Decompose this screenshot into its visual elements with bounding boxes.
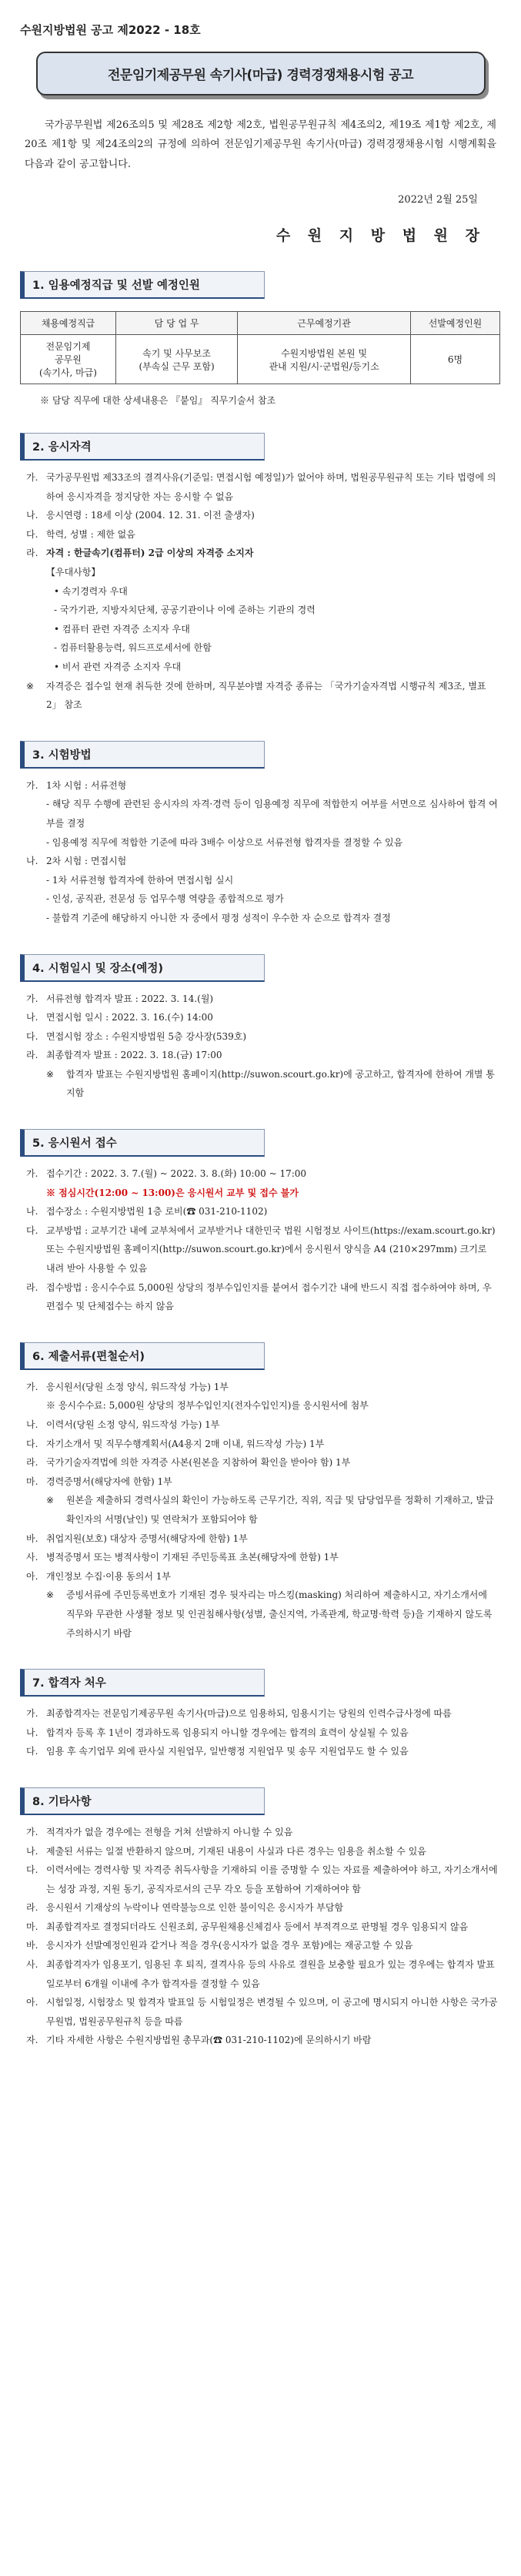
item-text: 최종합격자는 전문임기제공무원 속기사(마급)으로 임용하되, 임용시기는 당원의 인력수급사정에 따름 <box>46 1708 452 1720</box>
item-marker: 다. <box>26 1438 38 1449</box>
list-item <box>26 889 498 909</box>
item-text: 자격 : 한글속기(컴퓨터) 2급 이상의 자격증 소지자 <box>46 548 254 559</box>
item-text: 접수기간 : 2022. 3. 7.(월) ~ 2022. 3. 8.(화) 10:00 ~ 17:00 <box>46 1168 307 1180</box>
item-text: 기타 자세한 사항은 수원지방법원 총무과(☎ 031-210-1102)에 문의하시기 바람 <box>46 2035 372 2046</box>
item-marker: 가. <box>26 472 38 484</box>
item-marker: 가. <box>26 1168 38 1180</box>
list-item <box>26 1046 498 1065</box>
item-text: 개인정보 수집·이용 동의서 1부 <box>46 1570 171 1582</box>
section-6 <box>20 1342 501 1643</box>
item-text: - 임용예정 직무에 적합한 기준에 따라 3배수 이상으로 서류전형 합격자를 결정할 수 있음 <box>46 836 403 848</box>
item-text: 적격자가 없을 경우에는 전형을 거쳐 선발하지 아니할 수 있음 <box>46 1826 293 1837</box>
item-text: 합격자 등록 후 1년이 경과하도록 임용되지 아니할 경우에는 합격의 효력이 상실될 수 있음 <box>46 1727 409 1738</box>
item-text: 교부방법 : 교부기간 내에 교부처에서 교부받거나 대한민국 법원 시험정보 사이트(https://exam.scourt.go.kr) 또는 수원지방법원 홈페이지(http://suwon.scourt.go.kr)에서 응시원서 양식을 A4 (210×297mm) 크기로 내려 받아 사용할 수 있음 <box>46 1224 496 1275</box>
item-marker: 나. <box>26 856 38 867</box>
notice-number: 수원지방법원 공고 제2022 - 18호 <box>20 23 201 37</box>
section-heading: 8. 기타사항 <box>20 1787 265 1815</box>
list-item <box>26 1435 498 1454</box>
list-item <box>26 1184 498 1203</box>
item-marker: 나. <box>26 510 38 521</box>
notice-date: 2022년 2월 25일 <box>398 194 478 206</box>
item-marker: ※ <box>46 1589 55 1601</box>
item-marker: ※ <box>46 1495 55 1506</box>
section-heading: 2. 응시자격 <box>20 433 265 461</box>
item-marker: 아. <box>26 1570 38 1582</box>
item-marker: 사. <box>26 1959 38 1971</box>
table-header-row <box>21 312 500 335</box>
list-item <box>26 677 498 715</box>
item-text: • 속기경력자 우대 <box>54 585 128 597</box>
table-header-cell: 담 당 업 무 <box>115 312 237 335</box>
section-body <box>26 1823 498 2050</box>
item-text: 합격자 발표는 수원지방법원 홈페이지(http://suwon.scourt.go.kr)에 공고하고, 합격자에 한하여 개별 통지함 <box>66 1068 495 1099</box>
list-item <box>26 582 498 601</box>
list-item <box>26 1742 498 1761</box>
item-marker: 다. <box>26 1224 38 1236</box>
list-item <box>26 1529 498 1549</box>
item-marker: 가. <box>26 1708 38 1720</box>
list-item <box>26 638 498 658</box>
list-item <box>26 525 498 544</box>
item-text: 최종합격자 발표 : 2022. 3. 18.(금) 17:00 <box>46 1050 222 1061</box>
list-item <box>26 1548 498 1567</box>
item-marker: 가. <box>26 1826 38 1837</box>
list-item <box>26 795 498 832</box>
item-marker: 라. <box>26 1457 38 1469</box>
item-marker: 다. <box>26 1864 38 1876</box>
list-item <box>26 1823 498 1842</box>
list-item <box>26 1164 498 1184</box>
table-header-cell: 선발예정인원 <box>410 312 499 335</box>
cell-line: 전문임기제 <box>45 341 91 353</box>
item-text: 응시원서 기재상의 누락이나 연락불능으로 인한 불이익은 응시자가 부담함 <box>46 1902 344 1914</box>
cell-line: (부속실 근무 포함) <box>139 360 215 372</box>
list-item <box>26 544 498 563</box>
list-item <box>26 1955 498 1993</box>
duty-cell <box>115 335 237 384</box>
item-marker: ※ <box>46 1068 55 1080</box>
table-note: ※ 담당 직무에 대한 상세내용은 『붙임』 직무기술서 참조 <box>40 395 276 407</box>
list-item <box>26 1278 498 1316</box>
item-text: 임용 후 속기업무 외에 판사실 지원업무, 일반행정 지원업무 및 송무 지원업무도 할 수 있음 <box>46 1746 409 1757</box>
positions-table <box>20 311 500 384</box>
item-text: 병적증명서 또는 병적사항이 기재된 주민등록표 초본(해당자에 한함) 1부 <box>46 1552 339 1563</box>
item-text: ※ 응시수수료: 5,000원 상당의 정부수입인지(전자수입인지)를 응시원서에 첨부 <box>46 1400 369 1412</box>
item-marker: 라. <box>26 1902 38 1914</box>
list-item <box>26 658 498 677</box>
list-item <box>26 1704 498 1723</box>
court-signature: 수 원 지 방 법 원 장 <box>276 227 486 245</box>
item-text: • 컴퓨터 관련 자격증 소지자 우대 <box>54 623 190 635</box>
item-marker: 가. <box>26 779 38 791</box>
section-body <box>26 1704 498 1761</box>
item-text: 학력, 성별 : 제한 없음 <box>46 528 135 540</box>
list-item <box>26 1027 498 1047</box>
section-heading: 3. 시험방법 <box>20 741 265 769</box>
list-item <box>26 1396 498 1415</box>
item-text: 국가공무원법 제33조의 결격사유(기준일: 면접시험 예정일)가 없어야 하며, 법원공무원규칙 또는 기타 법령에 의하여 응시자격을 정지당한 자는 응시할 수 없음 <box>46 472 496 502</box>
notice-sections <box>20 433 501 2050</box>
item-text: 시험일정, 시험장소 및 합격자 발표일 등 시험일정은 변경될 수 있으며, 이 공고에 명시되지 아니한 사항은 국가공무원법, 법원공무원규칙 등을 따름 <box>46 1997 498 2027</box>
list-item <box>26 506 498 525</box>
section-8 <box>20 1787 501 2050</box>
section-heading: 4. 시험일시 및 장소(예정) <box>20 954 265 982</box>
list-item <box>26 1491 498 1529</box>
section-body <box>26 1164 498 1316</box>
list-item <box>26 1936 498 1955</box>
item-marker: ※ <box>26 680 35 692</box>
cell-line: (속기사, 마급) <box>39 367 97 379</box>
list-item <box>26 1723 498 1743</box>
item-text: 접수방법 : 응시수수료 5,000원 상당의 정부수입인지를 붙여서 접수기간 내에 반드시 직접 접수하여야 하며, 우편접수 및 단체접수는 하지 않음 <box>46 1281 492 1312</box>
section-body <box>26 776 498 928</box>
list-item <box>26 601 498 620</box>
list-item <box>26 852 498 871</box>
item-text: • 비서 관련 자격증 소지자 우대 <box>54 661 182 672</box>
cell-line: 관내 지원/시·군법원/등기소 <box>269 360 379 372</box>
section-heading: 7. 합격자 처우 <box>20 1669 265 1697</box>
item-text: - 컴퓨터활용능력, 워드프로세서에 한함 <box>54 642 212 654</box>
item-text: 접수장소 : 수원지방법원 1층 로비(☎ 031-210-1102) <box>46 1206 268 1218</box>
list-item <box>26 1842 498 1861</box>
section-heading: 1. 임용예정직급 및 선발 예정인원 <box>20 271 265 299</box>
item-text: 응시자가 선발예정인원과 같거나 적을 경우(응시자가 없을 경우 포함)에는 재공고할 수 있음 <box>46 1940 413 1951</box>
section-4 <box>20 954 501 1104</box>
list-item <box>26 1065 498 1103</box>
item-text: 최종합격자로 결정되더라도 신원조회, 공무원채용신체검사 등에서 부적격으로 판명될 경우 임용되지 않음 <box>46 1921 469 1932</box>
table-header-cell: 채용예정직급 <box>21 312 116 335</box>
item-marker: 사. <box>26 1552 38 1563</box>
item-text: 이력서에는 경력사항 및 자격증 취득사항을 기재하되 이를 증명할 수 있는 자료를 제출하여야 하고, 자기소개서에는 성장 과정, 지원 동기, 공직자로서의 근무 각오 등을 포함하여 기재하여야 함 <box>46 1864 498 1894</box>
item-marker: 나. <box>26 1845 38 1857</box>
item-text: 최종합격자가 임용포기, 임용된 후 퇴직, 결격사유 등의 사유로 결원을 보충할 필요가 있는 경우에는 합격자 발표일로부터 6개월 이내에 추가 합격자를 결정할 수 있음 <box>46 1959 495 1989</box>
item-text: 서류전형 합격자 발표 : 2022. 3. 14.(월) <box>46 993 214 1004</box>
section-5 <box>20 1129 501 1316</box>
item-marker: 다. <box>26 528 38 540</box>
item-text: - 국가기관, 지방자치단체, 공공기관이나 이에 준하는 기관의 경력 <box>54 605 316 616</box>
section-body <box>26 990 498 1104</box>
place-cell <box>238 335 411 384</box>
cell-line: 수원지방법원 본원 및 <box>281 347 368 359</box>
item-text: - 불합격 기준에 해당하지 아니한 자 중에서 평정 성적이 우수한 자 순으로 합격자 결정 <box>46 912 391 923</box>
grade-cell <box>21 335 116 384</box>
item-marker: 라. <box>26 548 38 559</box>
section-body <box>26 468 498 715</box>
list-item <box>26 1008 498 1027</box>
section-positions <box>20 271 501 407</box>
list-item <box>26 871 498 890</box>
item-text: - 해당 직무 수행에 관련된 응시자의 자격·경력 등이 임용예정 직무에 적합한지 여부를 서면으로 심사하여 합격 여부를 결정 <box>46 799 498 829</box>
list-item <box>26 1415 498 1435</box>
item-marker: 가. <box>26 993 38 1004</box>
item-text: 자격증은 접수일 현재 취득한 것에 한하며, 직무분야별 자격증 종류는 「국가기술자격법 시행규칙 제3조, 별표 2」 참조 <box>46 680 486 711</box>
list-item <box>26 1918 498 1937</box>
section-heading: 6. 제출서류(편철순서) <box>20 1342 265 1370</box>
item-marker: 바. <box>26 1533 38 1544</box>
item-text: 증빙서류에 주민등록번호가 기재된 경우 뒷자리는 마스킹(masking) 처리하여 제출하시고, 자기소개서에 직무와 무관한 사생활 정보 및 인권침해사항(성별, 출신지역, 가족관계, 학교명·학력 등)을 기재하지 않도록 주의하시기 바람 <box>66 1589 493 1639</box>
item-text: 국가기술자격법에 의한 자격증 사본(원본을 지참하여 확인을 받아야 함) 1부 <box>46 1457 351 1469</box>
list-item <box>26 620 498 639</box>
table-header-cell: 근무예정기관 <box>238 312 411 335</box>
list-item <box>26 563 498 582</box>
list-item <box>26 2031 498 2050</box>
item-text: 원본을 제출하되 경력사실의 확인이 가능하도록 근무기간, 직위, 직급 및 담당업무를 정확히 기재하고, 발급확인자의 서명(날인) 및 연락처가 포함되어야 함 <box>66 1495 494 1525</box>
item-marker: 나. <box>26 1727 38 1738</box>
item-text: 제출된 서류는 일절 반환하지 않으며, 기재된 내용이 사실과 다른 경우는 임용을 취소할 수 있음 <box>46 1845 426 1857</box>
item-text: 자기소개서 및 직무수행계획서(A4용지 2매 이내, 워드작성 가능) 1부 <box>46 1438 325 1449</box>
cell-line: 속기 및 사무보조 <box>142 347 211 359</box>
item-text: 면접시험 일시 : 2022. 3. 16.(수) 14:00 <box>46 1012 213 1023</box>
count-cell: 6명 <box>410 335 499 384</box>
item-text: 경력증명서(해당자에 한함) 1부 <box>46 1476 172 1487</box>
item-marker: 다. <box>26 1746 38 1757</box>
list-item <box>26 1472 498 1492</box>
list-item <box>26 1567 498 1586</box>
cell-line: 공무원 <box>55 354 82 366</box>
item-text: 1차 시험 : 서류전형 <box>46 779 127 791</box>
intro-paragraph: 국가공무원법 제26조의5 및 제28조 제2항 제2호, 법원공무원규칙 제4조의2, 제19조 제1항 제2호, 제20조 제1항 및 제24조의2의 규정에 의하여 전문임기제공무원 속기사(마급) 경력경쟁채용시험 시행계획을 다음과 같이 공고합니다. <box>25 119 496 170</box>
item-text: 【우대사항】 <box>46 567 101 578</box>
item-text: - 인성, 공직관, 전문성 등 업무수행 역량을 종합적으로 평가 <box>46 893 284 905</box>
list-item <box>26 833 498 853</box>
item-marker: 자. <box>26 2035 38 2046</box>
list-item <box>26 1453 498 1472</box>
list-item <box>26 1378 498 1397</box>
list-item <box>26 1586 498 1643</box>
table-row <box>21 335 500 384</box>
list-item <box>26 909 498 928</box>
item-text: 취업지원(보호) 대상자 증명서(해당자에 한함) 1부 <box>46 1533 248 1544</box>
section-2 <box>20 433 501 715</box>
item-marker: 라. <box>26 1281 38 1293</box>
item-text: 2차 시험 : 면접시험 <box>46 856 127 867</box>
notice-title: 전문임기제공무원 속기사(마급) 경력경쟁채용시험 공고 <box>36 52 486 95</box>
list-item <box>26 1221 498 1278</box>
list-item <box>26 1202 498 1221</box>
item-marker: 마. <box>26 1476 38 1487</box>
item-marker: 마. <box>26 1921 38 1932</box>
item-marker: 아. <box>26 1997 38 2008</box>
list-item <box>26 776 498 796</box>
section-7 <box>20 1669 501 1761</box>
item-marker: 나. <box>26 1012 38 1023</box>
list-item <box>26 1898 498 1918</box>
item-marker: 가. <box>26 1381 38 1392</box>
section-heading: 5. 응시원서 접수 <box>20 1129 265 1157</box>
section-3 <box>20 741 501 928</box>
item-marker: 나. <box>26 1206 38 1218</box>
item-marker: 라. <box>26 1050 38 1061</box>
item-text: ※ 점심시간(12:00 ~ 13:00)은 응시원서 교부 및 접수 불가 <box>46 1187 299 1198</box>
item-text: 응시연령 : 18세 이상 (2004. 12. 31. 이전 출생자) <box>46 510 255 521</box>
item-text: 이력서(당원 소정 양식, 워드작성 가능) 1부 <box>46 1419 220 1430</box>
item-marker: 나. <box>26 1419 38 1430</box>
section-body <box>26 1378 498 1643</box>
item-text: - 1차 서류전형 합격자에 한하여 면접시험 실시 <box>46 874 234 886</box>
list-item <box>26 1993 498 2031</box>
item-text: 응시원서(당원 소정 양식, 워드작성 가능) 1부 <box>46 1381 229 1392</box>
item-marker: 바. <box>26 1940 38 1951</box>
list-item <box>26 990 498 1009</box>
list-item <box>26 468 498 506</box>
item-text: 면접시험 장소 : 수원지방법원 5층 강사장(539호) <box>46 1030 247 1042</box>
list-item <box>26 1861 498 1898</box>
item-marker: 다. <box>26 1030 38 1042</box>
